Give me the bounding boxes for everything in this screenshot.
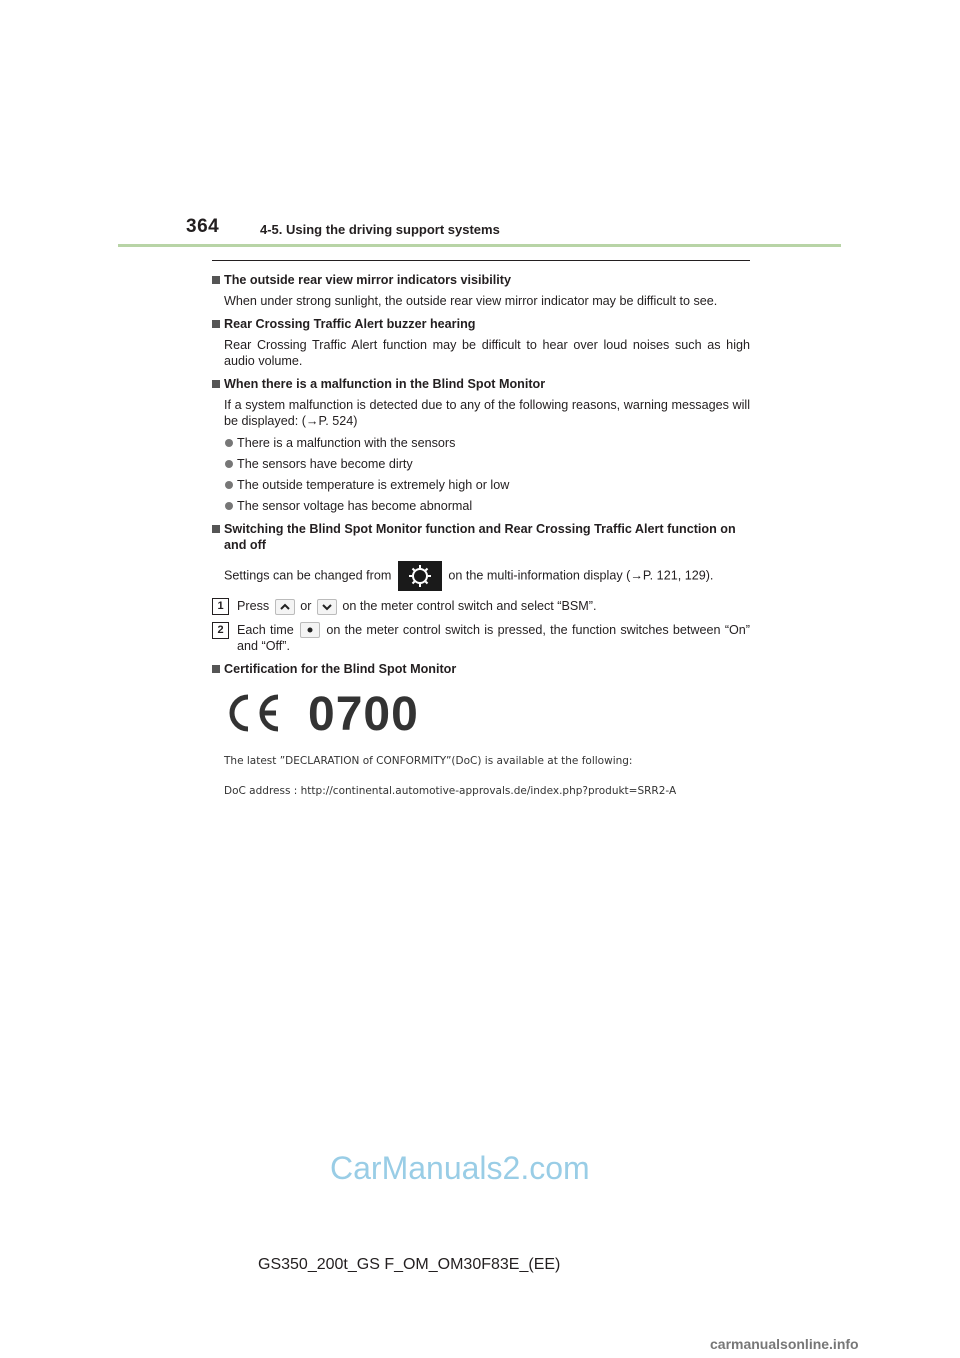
section-heading: Switching the Blind Spot Monitor function and Rear Crossing Traffic Alert function on and off	[212, 521, 750, 553]
settings-gear-icon	[398, 561, 442, 591]
list-item: The sensor voltage has become abnormal	[212, 498, 750, 514]
certification-block	[212, 687, 750, 799]
page-content	[212, 268, 750, 799]
square-bullet-icon	[212, 320, 220, 328]
doc-address: DoC address : http://continental.automotive-approvals.de/index.php?produkt=SRR2-A	[224, 785, 677, 798]
square-bullet-icon	[212, 380, 220, 388]
header-rule	[118, 244, 841, 247]
list-item: The outside temperature is extremely high or low	[212, 477, 750, 493]
round-bullet-icon	[225, 502, 233, 510]
round-bullet-icon	[225, 439, 233, 447]
section-title: 4-5. Using the driving support systems	[260, 222, 500, 237]
doc-text: The latest ”DECLARATION of CONFORMITY”(DoC) is available at the following:	[224, 755, 633, 768]
chevron-down-icon	[317, 599, 337, 615]
content-top-rule	[212, 260, 750, 261]
section-heading: Rear Crossing Traffic Alert buzzer hearing	[212, 316, 750, 332]
section-text: Rear Crossing Traffic Alert function may be difficult to hear over loud noises such as high audio volume.	[224, 338, 750, 368]
step-2: 2 Each time on the meter control switch is pressed, the function switches between “On” and “Off”.	[212, 622, 750, 655]
ce-mark-icon	[224, 691, 284, 739]
list-item: There is a malfunction with the sensors	[212, 435, 750, 451]
page-number: 364	[186, 216, 220, 237]
section-text: When under strong sunlight, the outside rear view mirror indicator may be difficult to see.	[224, 294, 718, 308]
chevron-up-icon	[275, 599, 295, 615]
ce-number: 0700	[308, 688, 419, 742]
section-heading: Certification for the Blind Spot Monitor	[212, 661, 750, 677]
round-bullet-icon	[225, 460, 233, 468]
step-number: 2	[212, 622, 229, 639]
section-text: If a system malfunction is detected due to any of the following reasons, warning messages will be displayed: (→P. 524)	[224, 398, 750, 428]
center-button-icon	[300, 622, 320, 638]
section-heading: When there is a malfunction in the Blind Spot Monitor	[212, 376, 750, 392]
watermark: CarManuals2.com	[330, 1150, 590, 1186]
square-bullet-icon	[212, 665, 220, 673]
step-number: 1	[212, 598, 229, 615]
square-bullet-icon	[212, 525, 220, 533]
list-item: The sensors have become dirty	[212, 456, 750, 472]
settings-text: Settings can be changed from on the multi-information display (→P. 121, 129).	[212, 561, 750, 591]
round-bullet-icon	[225, 481, 233, 489]
step-1: 1 Press or on the meter control switch and select “BSM”.	[212, 598, 750, 615]
document-code: GS350_200t_GS F_OM_OM30F83E_(EE)	[258, 1256, 561, 1273]
bottom-watermark: carmanualsonline.info	[710, 1336, 859, 1352]
square-bullet-icon	[212, 276, 220, 284]
section-heading: The outside rear view mirror indicators visibility	[212, 272, 750, 288]
